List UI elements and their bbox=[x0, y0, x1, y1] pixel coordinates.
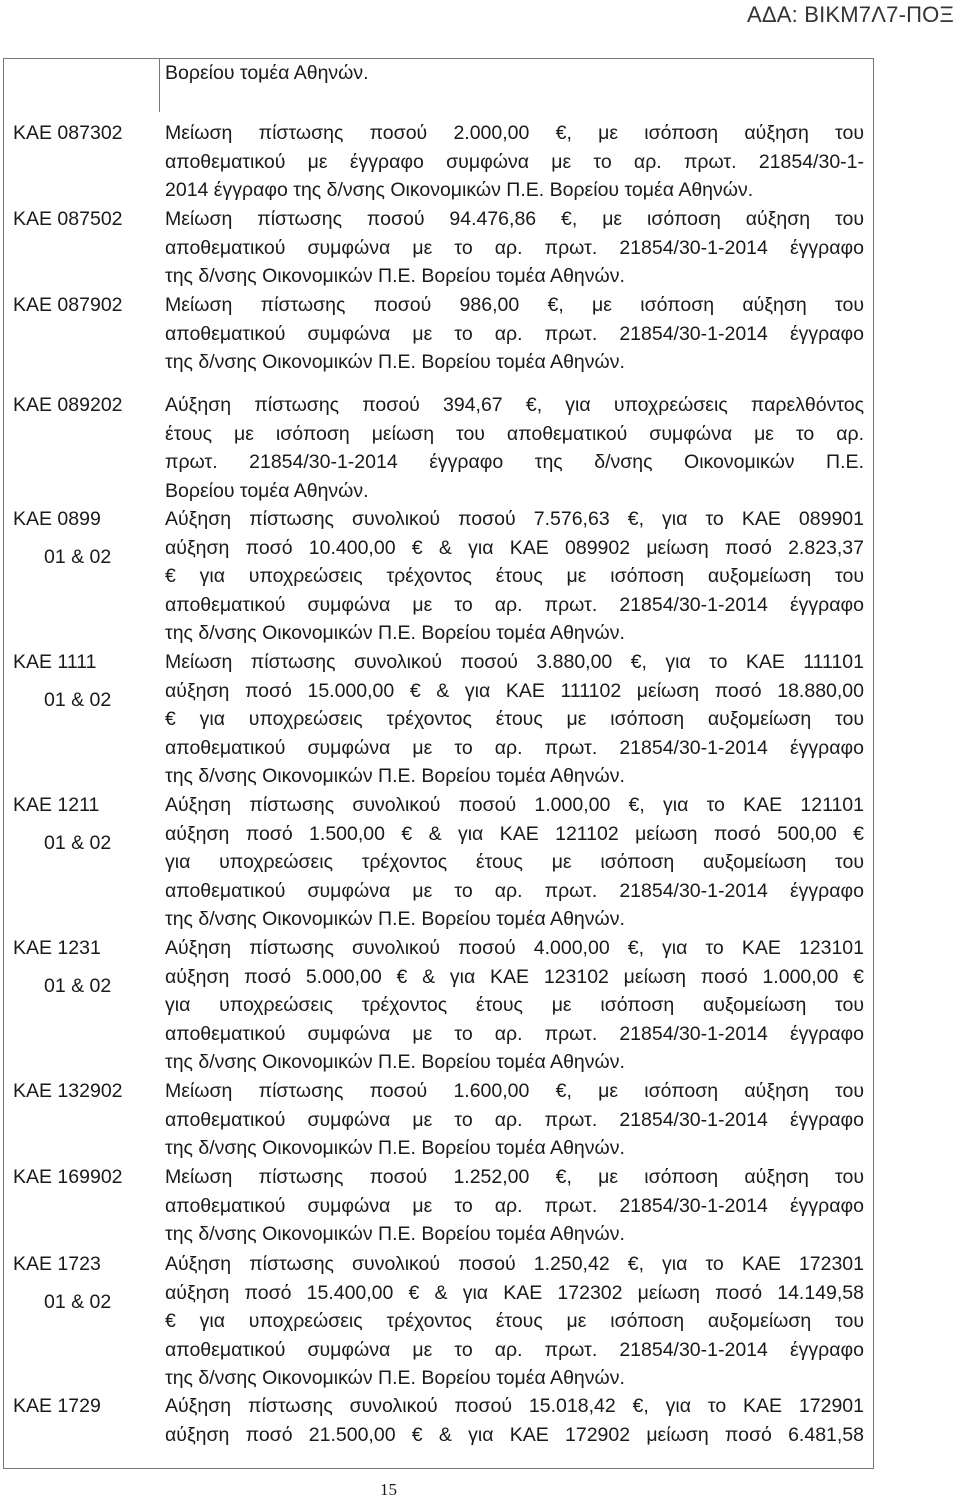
description-line: της δ/νσης Οικονομικών Π.Ε. Βορείου τομέα Αθηνών. bbox=[165, 265, 625, 287]
row-description bbox=[165, 1077, 864, 1163]
description-line: Μείωση πίστωσης ποσού 94.476,86 €, με ισόποση αύξηση του bbox=[165, 208, 864, 230]
description-line: αύξηση ποσό 21.500,00 € & για ΚΑΕ 172902 μείωση ποσό 6.481,58 bbox=[165, 1423, 864, 1446]
kae-code: ΚΑΕ 1729 bbox=[13, 1395, 101, 1417]
kae-subcode: 01 & 02 bbox=[44, 832, 112, 854]
kae-subcode: 01 & 02 bbox=[44, 1291, 112, 1313]
description-line: Βορείου τομέα Αθηνών. bbox=[165, 479, 369, 502]
kae-subcode: 01 & 02 bbox=[44, 975, 112, 997]
description-line: αύξηση ποσό 15.000,00 € & για ΚΑΕ 111102 μείωση ποσό 18.880,00 bbox=[165, 679, 864, 702]
description-line: αύξηση ποσό 5.000,00 € & για ΚΑΕ 123102 μείωση ποσό 1.000,00 € bbox=[165, 965, 864, 988]
kae-code: ΚΑΕ 1111 bbox=[13, 651, 97, 673]
kae-code: ΚΑΕ 132902 bbox=[13, 1080, 123, 1102]
kae-code: ΚΑΕ 1723 bbox=[13, 1253, 101, 1275]
description-line: της δ/νσης Οικονομικών Π.Ε. Βορείου τομέα Αθηνών. bbox=[165, 1051, 625, 1073]
description-line: έτους με ισόποση μείωση του αποθεματικού συμφώνα με το αρ. bbox=[165, 422, 864, 445]
description-line: της δ/νσης Οικονομικών Π.Ε. Βορείου τομέα Αθηνών. bbox=[165, 765, 625, 787]
description-line: πρωτ. 21854/30-1-2014 έγγραφο της δ/νσης Οικονομικών Π.Ε. bbox=[165, 451, 864, 473]
description-line: της δ/νσης Οικονομικών Π.Ε. Βορείου τομέα Αθηνών. bbox=[165, 1137, 625, 1159]
description-line: αποθεματικού με έγγραφο συμφώνα με το αρ. πρωτ. 21854/30-1- bbox=[165, 150, 864, 173]
row-description bbox=[165, 648, 864, 791]
row-description bbox=[165, 59, 864, 88]
description-line: Μείωση πίστωσης ποσού 1.600,00 €, με ισόποση αύξηση του bbox=[165, 1080, 864, 1102]
description-line: € για υποχρεώσεις τρέχοντος έτους με ισόποση αυξομείωση του bbox=[165, 1310, 864, 1332]
description-line: Αύξηση πίστωσης ποσού 394,67 €, για υποχρεώσεις παρελθόντος bbox=[165, 394, 864, 416]
kae-code: ΚΑΕ 1231 bbox=[13, 937, 101, 959]
description-line: αποθεματικού συμφώνα με το αρ. πρωτ. 21854/30-1-2014 έγγραφο bbox=[165, 1022, 864, 1045]
description-line: Βορείου τομέα Αθηνών. bbox=[165, 62, 369, 84]
description-line: της δ/νσης Οικονομικών Π.Ε. Βορείου τομέα Αθηνών. bbox=[165, 1367, 625, 1389]
kae-code: ΚΑΕ 169902 bbox=[13, 1166, 123, 1188]
description-line: Αύξηση πίστωσης συνολικού ποσού 1.000,00 €, για το ΚΑΕ 121101 bbox=[165, 794, 864, 816]
description-line: αποθεματικού συμφώνα με το αρ. πρωτ. 21854/30-1-2014 έγγραφο bbox=[165, 322, 864, 345]
kae-code: ΚΑΕ 087502 bbox=[13, 208, 123, 230]
row-description bbox=[165, 505, 864, 648]
description-line: αποθεματικού συμφώνα με το αρ. πρωτ. 21854/30-1-2014 έγγραφο bbox=[165, 1108, 864, 1131]
description-line: της δ/νσης Οικονομικών Π.Ε. Βορείου τομέα Αθηνών. bbox=[165, 1223, 625, 1245]
row-description bbox=[165, 205, 864, 291]
description-line: Μείωση πίστωσης ποσού 986,00 €, με ισόποση αύξηση του bbox=[165, 294, 864, 316]
description-line: της δ/νσης Οικονομικών Π.Ε. Βορείου τομέα Αθηνών. bbox=[165, 908, 625, 930]
description-line: για υποχρεώσεις τρέχοντος έτους με ισόποση αυξομείωση του bbox=[165, 994, 864, 1016]
description-line: αποθεματικού συμφώνα με το αρ. πρωτ. 21854/30-1-2014 έγγραφο bbox=[165, 879, 864, 902]
budget-table bbox=[3, 58, 874, 1469]
row-description bbox=[165, 791, 864, 934]
description-line: αποθεματικού συμφώνα με το αρ. πρωτ. 21854/30-1-2014 έγγραφο bbox=[165, 593, 864, 616]
description-line: της δ/νσης Οικονομικών Π.Ε. Βορείου τομέα Αθηνών. bbox=[165, 622, 625, 644]
description-line: αποθεματικού συμφώνα με το αρ. πρωτ. 21854/30-1-2014 έγγραφο bbox=[165, 1338, 864, 1361]
description-line: αποθεματικού συμφώνα με το αρ. πρωτ. 21854/30-1-2014 έγγραφο bbox=[165, 236, 864, 259]
row-description bbox=[165, 1163, 864, 1249]
page-number: 15 bbox=[380, 1480, 397, 1499]
description-line: 2014 έγγραφο της δ/νσης Οικονομικών Π.Ε. Βορείου τομέα Αθηνών. bbox=[165, 179, 754, 201]
row-description bbox=[165, 1250, 864, 1393]
ada-header: ΑΔΑ: ΒΙΚΜ7Λ7-ΠΟΞ bbox=[746, 2, 954, 27]
row-description bbox=[165, 934, 864, 1077]
description-line: αύξηση ποσό 10.400,00 € & για ΚΑΕ 089902 μείωση ποσό 2.823,37 bbox=[165, 536, 864, 559]
description-line: € για υποχρεώσεις τρέχοντος έτους με ισόποση αυξομείωση του bbox=[165, 565, 864, 587]
kae-subcode: 01 & 02 bbox=[44, 689, 112, 711]
description-line: αύξηση ποσό 15.400,00 € & για ΚΑΕ 172302 μείωση ποσό 14.149,58 bbox=[165, 1281, 864, 1304]
description-line: αποθεματικού συμφώνα με το αρ. πρωτ. 21854/30-1-2014 έγγραφο bbox=[165, 1194, 864, 1217]
kae-code: ΚΑΕ 1211 bbox=[13, 794, 100, 816]
description-line: Μείωση πίστωσης ποσού 1.252,00 €, με ισόποση αύξηση του bbox=[165, 1166, 864, 1188]
description-line: Αύξηση πίστωσης συνολικού ποσού 7.576,63 €, για το ΚΑΕ 089901 bbox=[165, 508, 864, 530]
kae-code: ΚΑΕ 089202 bbox=[13, 394, 123, 416]
description-line: αποθεματικού συμφώνα με το αρ. πρωτ. 21854/30-1-2014 έγγραφο bbox=[165, 736, 864, 759]
description-line: € για υποχρεώσεις τρέχοντος έτους με ισόποση αυξομείωση του bbox=[165, 708, 864, 730]
kae-subcode: 01 & 02 bbox=[44, 546, 112, 568]
description-line: Μείωση πίστωσης ποσού 2.000,00 €, με ισόποση αύξηση του bbox=[165, 122, 864, 144]
row-description bbox=[165, 119, 864, 205]
kae-code: ΚΑΕ 087902 bbox=[13, 294, 123, 316]
description-line: Μείωση πίστωσης συνολικού ποσού 3.880,00 €, για το ΚΑΕ 111101 bbox=[165, 651, 864, 673]
description-line: αύξηση ποσό 1.500,00 € & για ΚΑΕ 121102 μείωση ποσό 500,00 € bbox=[165, 822, 864, 845]
column-divider bbox=[159, 59, 160, 112]
row-description bbox=[165, 391, 864, 505]
kae-code: ΚΑΕ 0899 bbox=[13, 508, 101, 530]
description-line: για υποχρεώσεις τρέχοντος έτους με ισόποση αυξομείωση του bbox=[165, 851, 864, 873]
row-description bbox=[165, 291, 864, 377]
description-line: της δ/νσης Οικονομικών Π.Ε. Βορείου τομέα Αθηνών. bbox=[165, 351, 625, 373]
description-line: Αύξηση πίστωσης συνολικού ποσού 4.000,00 €, για το ΚΑΕ 123101 bbox=[165, 937, 864, 959]
kae-code: ΚΑΕ 087302 bbox=[13, 122, 123, 144]
description-line: Αύξηση πίστωσης συνολικού ποσού 15.018,42 €, για το ΚΑΕ 172901 bbox=[165, 1395, 864, 1417]
description-line: Αύξηση πίστωσης συνολικού ποσού 1.250,42 €, για το ΚΑΕ 172301 bbox=[165, 1253, 864, 1275]
row-description bbox=[165, 1392, 864, 1449]
